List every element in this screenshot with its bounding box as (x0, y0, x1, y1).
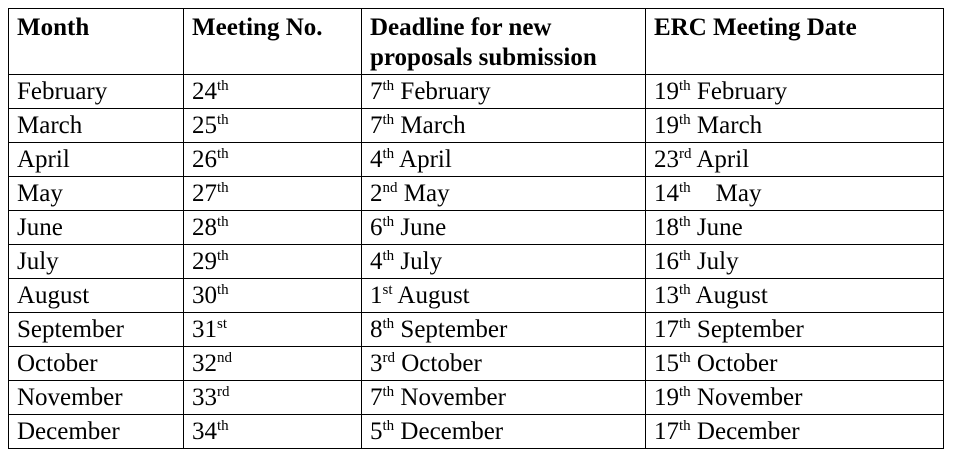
cell-deadline (362, 381, 646, 415)
meeting-number: 30 (192, 282, 217, 309)
ordinal-suffix: st (382, 282, 393, 298)
cell-deadline (362, 347, 646, 381)
ordinal-suffix: nd (382, 180, 398, 196)
erc-day: 13 (654, 282, 679, 309)
ordinal-suffix: nd (217, 350, 232, 366)
ordinal-suffix: th (382, 146, 395, 162)
erc-month: October (690, 350, 778, 377)
ordinal-suffix: th (217, 180, 229, 196)
deadline-month: April (394, 146, 452, 173)
meeting-number: 28 (192, 214, 217, 241)
deadline-month: November (394, 384, 506, 411)
cell-deadline (362, 279, 646, 313)
ordinal-suffix: th (679, 248, 691, 264)
ordinal-suffix: th (382, 384, 395, 400)
erc-month: April (691, 146, 750, 173)
ordinal-suffix: th (679, 78, 691, 94)
deadline-month: February (394, 78, 491, 105)
cell-meeting-no (184, 347, 362, 381)
ordinal-suffix: rd (382, 350, 395, 366)
erc-month: July (690, 248, 739, 275)
cell-month: June (9, 211, 184, 245)
ordinal-suffix: th (679, 316, 691, 332)
erc-day: 19 (654, 112, 679, 139)
table-row (9, 245, 944, 279)
meeting-number: 33 (192, 384, 217, 411)
cell-meeting-no (184, 75, 362, 109)
ordinal-suffix: rd (217, 384, 230, 400)
erc-month: September (690, 316, 804, 343)
erc-day: 17 (654, 418, 679, 445)
ordinal-suffix: th (382, 418, 395, 434)
cell-erc-meeting-date (646, 415, 944, 449)
ordinal-suffix: th (217, 248, 229, 264)
meeting-number: 27 (192, 180, 217, 207)
cell-month: July (9, 245, 184, 279)
cell-meeting-no (184, 313, 362, 347)
cell-erc-meeting-date (646, 109, 944, 143)
erc-day: 19 (654, 78, 679, 105)
cell-erc-meeting-date (646, 177, 944, 211)
header-month: Month (9, 9, 184, 75)
meeting-number: 34 (192, 418, 217, 445)
erc-day: 18 (654, 214, 679, 241)
ordinal-suffix: rd (679, 146, 692, 162)
cell-month: May (9, 177, 184, 211)
cell-erc-meeting-date (646, 143, 944, 177)
erc-day: 16 (654, 248, 679, 275)
deadline-day: 3 (370, 350, 383, 377)
table-row (9, 279, 944, 313)
ordinal-suffix: th (217, 214, 229, 230)
cell-erc-meeting-date (646, 347, 944, 381)
header-row (9, 9, 944, 75)
deadline-month: October (395, 350, 482, 377)
deadline-month: March (394, 112, 466, 139)
ordinal-suffix: st (217, 316, 228, 332)
deadline-day: 1 (370, 282, 383, 309)
table-row (9, 177, 944, 211)
deadline-month: December (394, 418, 504, 445)
table-row (9, 211, 944, 245)
cell-deadline (362, 143, 646, 177)
meeting-number: 31 (192, 316, 217, 343)
ordinal-suffix: th (217, 78, 229, 94)
table-row (9, 143, 944, 177)
cell-meeting-no (184, 415, 362, 449)
cell-meeting-no (184, 143, 362, 177)
cell-erc-meeting-date (646, 313, 944, 347)
erc-month: June (690, 214, 743, 241)
erc-day: 17 (654, 316, 679, 343)
cell-erc-meeting-date (646, 245, 944, 279)
ordinal-suffix: th (217, 146, 229, 162)
ordinal-suffix: th (217, 112, 229, 128)
table-row (9, 313, 944, 347)
ordinal-suffix: th (382, 112, 395, 128)
ordinal-suffix: th (679, 350, 691, 366)
deadline-day: 2 (370, 180, 383, 207)
cell-deadline (362, 211, 646, 245)
cell-meeting-no (184, 381, 362, 415)
deadline-month: September (394, 316, 508, 343)
deadline-month: May (397, 180, 450, 207)
cell-meeting-no (184, 279, 362, 313)
ordinal-suffix: th (382, 248, 395, 264)
cell-month: February (9, 75, 184, 109)
erc-month: March (690, 112, 763, 139)
ordinal-suffix: th (679, 112, 691, 128)
cell-deadline (362, 313, 646, 347)
table-row (9, 75, 944, 109)
deadline-day: 7 (370, 78, 383, 105)
erc-day: 19 (654, 384, 679, 411)
cell-erc-meeting-date (646, 381, 944, 415)
ordinal-suffix: th (382, 214, 395, 230)
cell-erc-meeting-date (646, 279, 944, 313)
meeting-number: 26 (192, 146, 217, 173)
deadline-day: 8 (370, 316, 383, 343)
cell-deadline (362, 109, 646, 143)
header-deadline: Deadline for new proposals submission (362, 9, 646, 75)
cell-deadline (362, 75, 646, 109)
ordinal-suffix: th (679, 418, 691, 434)
deadline-day: 4 (370, 248, 383, 275)
ordinal-suffix: th (217, 282, 229, 298)
ordinal-suffix: th (679, 384, 691, 400)
table-row (9, 381, 944, 415)
deadline-month: June (394, 214, 447, 241)
cell-erc-meeting-date (646, 75, 944, 109)
table-row (9, 109, 944, 143)
deadline-day: 5 (370, 418, 383, 445)
ordinal-suffix: th (382, 316, 395, 332)
deadline-month: July (394, 248, 443, 275)
header-meeting-no: Meeting No. (184, 9, 362, 75)
meeting-number: 32 (192, 350, 217, 377)
ordinal-suffix: th (679, 282, 691, 298)
ordinal-suffix: th (679, 180, 691, 196)
table-row (9, 415, 944, 449)
ordinal-suffix: th (217, 418, 229, 434)
erc-month: May (690, 180, 762, 207)
cell-meeting-no (184, 211, 362, 245)
cell-month: December (9, 415, 184, 449)
deadline-day: 7 (370, 384, 383, 411)
deadline-day: 6 (370, 214, 383, 241)
deadline-day: 4 (370, 146, 383, 173)
meeting-number: 25 (192, 112, 217, 139)
cell-erc-meeting-date (646, 211, 944, 245)
erc-month: December (690, 418, 800, 445)
deadline-day: 7 (370, 112, 383, 139)
table-row (9, 347, 944, 381)
cell-month: April (9, 143, 184, 177)
cell-month: November (9, 381, 184, 415)
ordinal-suffix: th (382, 78, 395, 94)
erc-day: 23 (654, 146, 679, 173)
erc-month: February (690, 78, 788, 105)
meeting-schedule-table (8, 8, 944, 449)
ordinal-suffix: th (679, 214, 691, 230)
cell-meeting-no (184, 177, 362, 211)
meeting-number: 29 (192, 248, 217, 275)
cell-month: September (9, 313, 184, 347)
meeting-number: 24 (192, 78, 217, 105)
erc-month: August (690, 282, 768, 309)
cell-meeting-no (184, 245, 362, 279)
cell-month: August (9, 279, 184, 313)
erc-day: 14 (654, 180, 679, 207)
cell-deadline (362, 177, 646, 211)
erc-month: November (690, 384, 803, 411)
header-erc-meeting-date: ERC Meeting Date (646, 9, 944, 75)
cell-month: October (9, 347, 184, 381)
deadline-month: August (392, 282, 470, 309)
cell-meeting-no (184, 109, 362, 143)
cell-deadline (362, 245, 646, 279)
cell-month: March (9, 109, 184, 143)
erc-day: 15 (654, 350, 679, 377)
cell-deadline (362, 415, 646, 449)
